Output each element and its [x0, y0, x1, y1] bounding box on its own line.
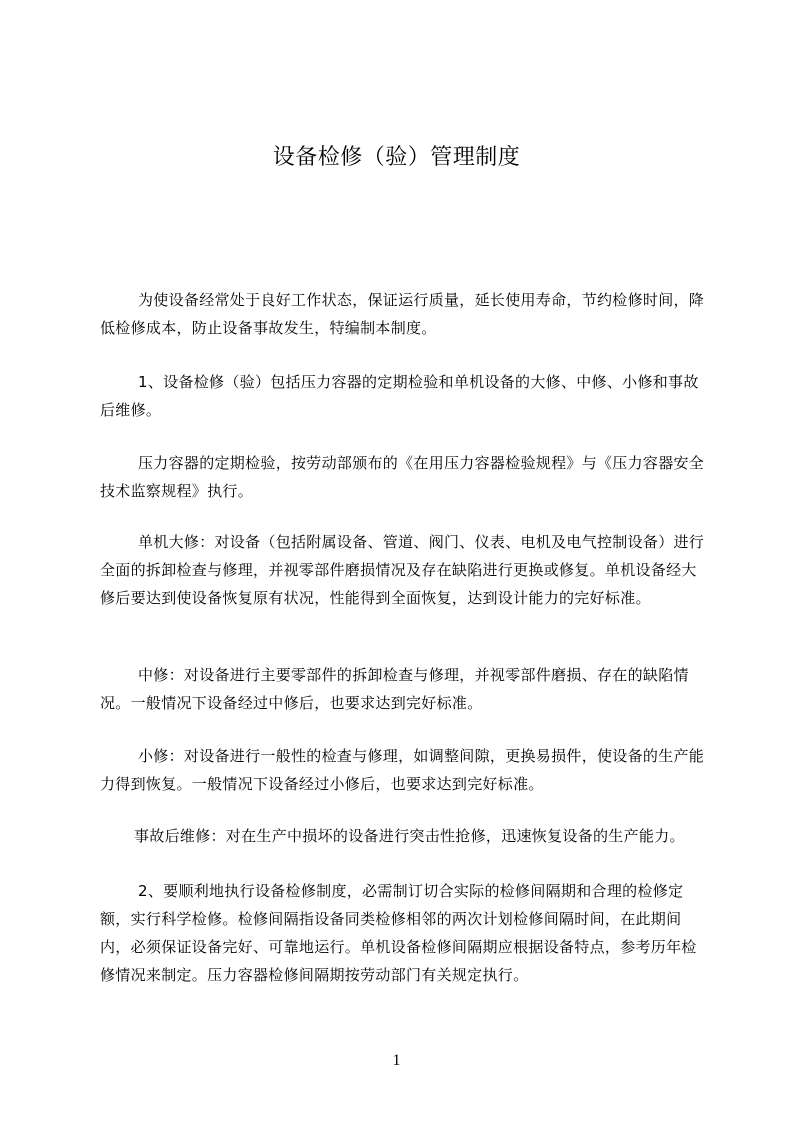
- paragraph-major-repair: 单机大修：对设备（包括附属设备、管道、阀门、仪表、电机及电气控制设备）进行全面的拆卸检查与修理，并视零部件磨损情况及存在缺陷进行更换或修复。单机设备经大修后要达到使设备恢复原有状况，性能得到全面恢复，达到设计能力的完好标准。: [100, 533, 705, 607]
- paragraph-minor-repair: 小修：对设备进行一般性的检查与修理，如调整间隙，更换易损件，使设备的生产能力得到恢复。一般情况下设备经过小修后，也要求达到完好标准。: [100, 747, 705, 793]
- paragraph-intro: 为使设备经常处于良好工作状态，保证运行质量，延长使用寿命，节约检修时间，降低检修成本，防止设备事故发生，特编制本制度。: [100, 291, 705, 337]
- paragraph-medium-repair: 中修：对设备进行主要零部件的拆卸检查与修理，并视零部件磨损、存在的缺陷情况。一般情况下设备经过中修后，也要求达到完好标准。: [100, 666, 689, 712]
- document-title: 设备检修（验）管理制度: [272, 145, 521, 170]
- paragraph-accident-repair: 事故后维修：对在生产中损坏的设备进行突击性抢修，迅速恢复设备的生产能力。: [134, 827, 685, 845]
- page-number: 1: [392, 1052, 401, 1069]
- paragraph-section-2: 2、要顺利地执行设备检修制度，必需制订切合实际的检修间隔期和合理的检修定额，实行科学检修。检修间隔指设备同类检修相邻的两次计划检修间隔时间，在此期间内，必须保证设备完好、可靠地运行。单机设备检修间隔期应根据设备特点，参考历年检修情况来制定。压力容器检修间隔期按劳动部门有关规定执行。: [100, 882, 697, 984]
- paragraph-section-1: 1、设备检修（验）包括压力容器的定期检验和单机设备的大修、中修、小修和事故后维修。: [100, 373, 699, 419]
- paragraph-pressure-vessel: 压力容器的定期检验，按劳动部颁布的《在用压力容器检验规程》与《压力容器安全技术监察规程》执行。: [100, 454, 705, 500]
